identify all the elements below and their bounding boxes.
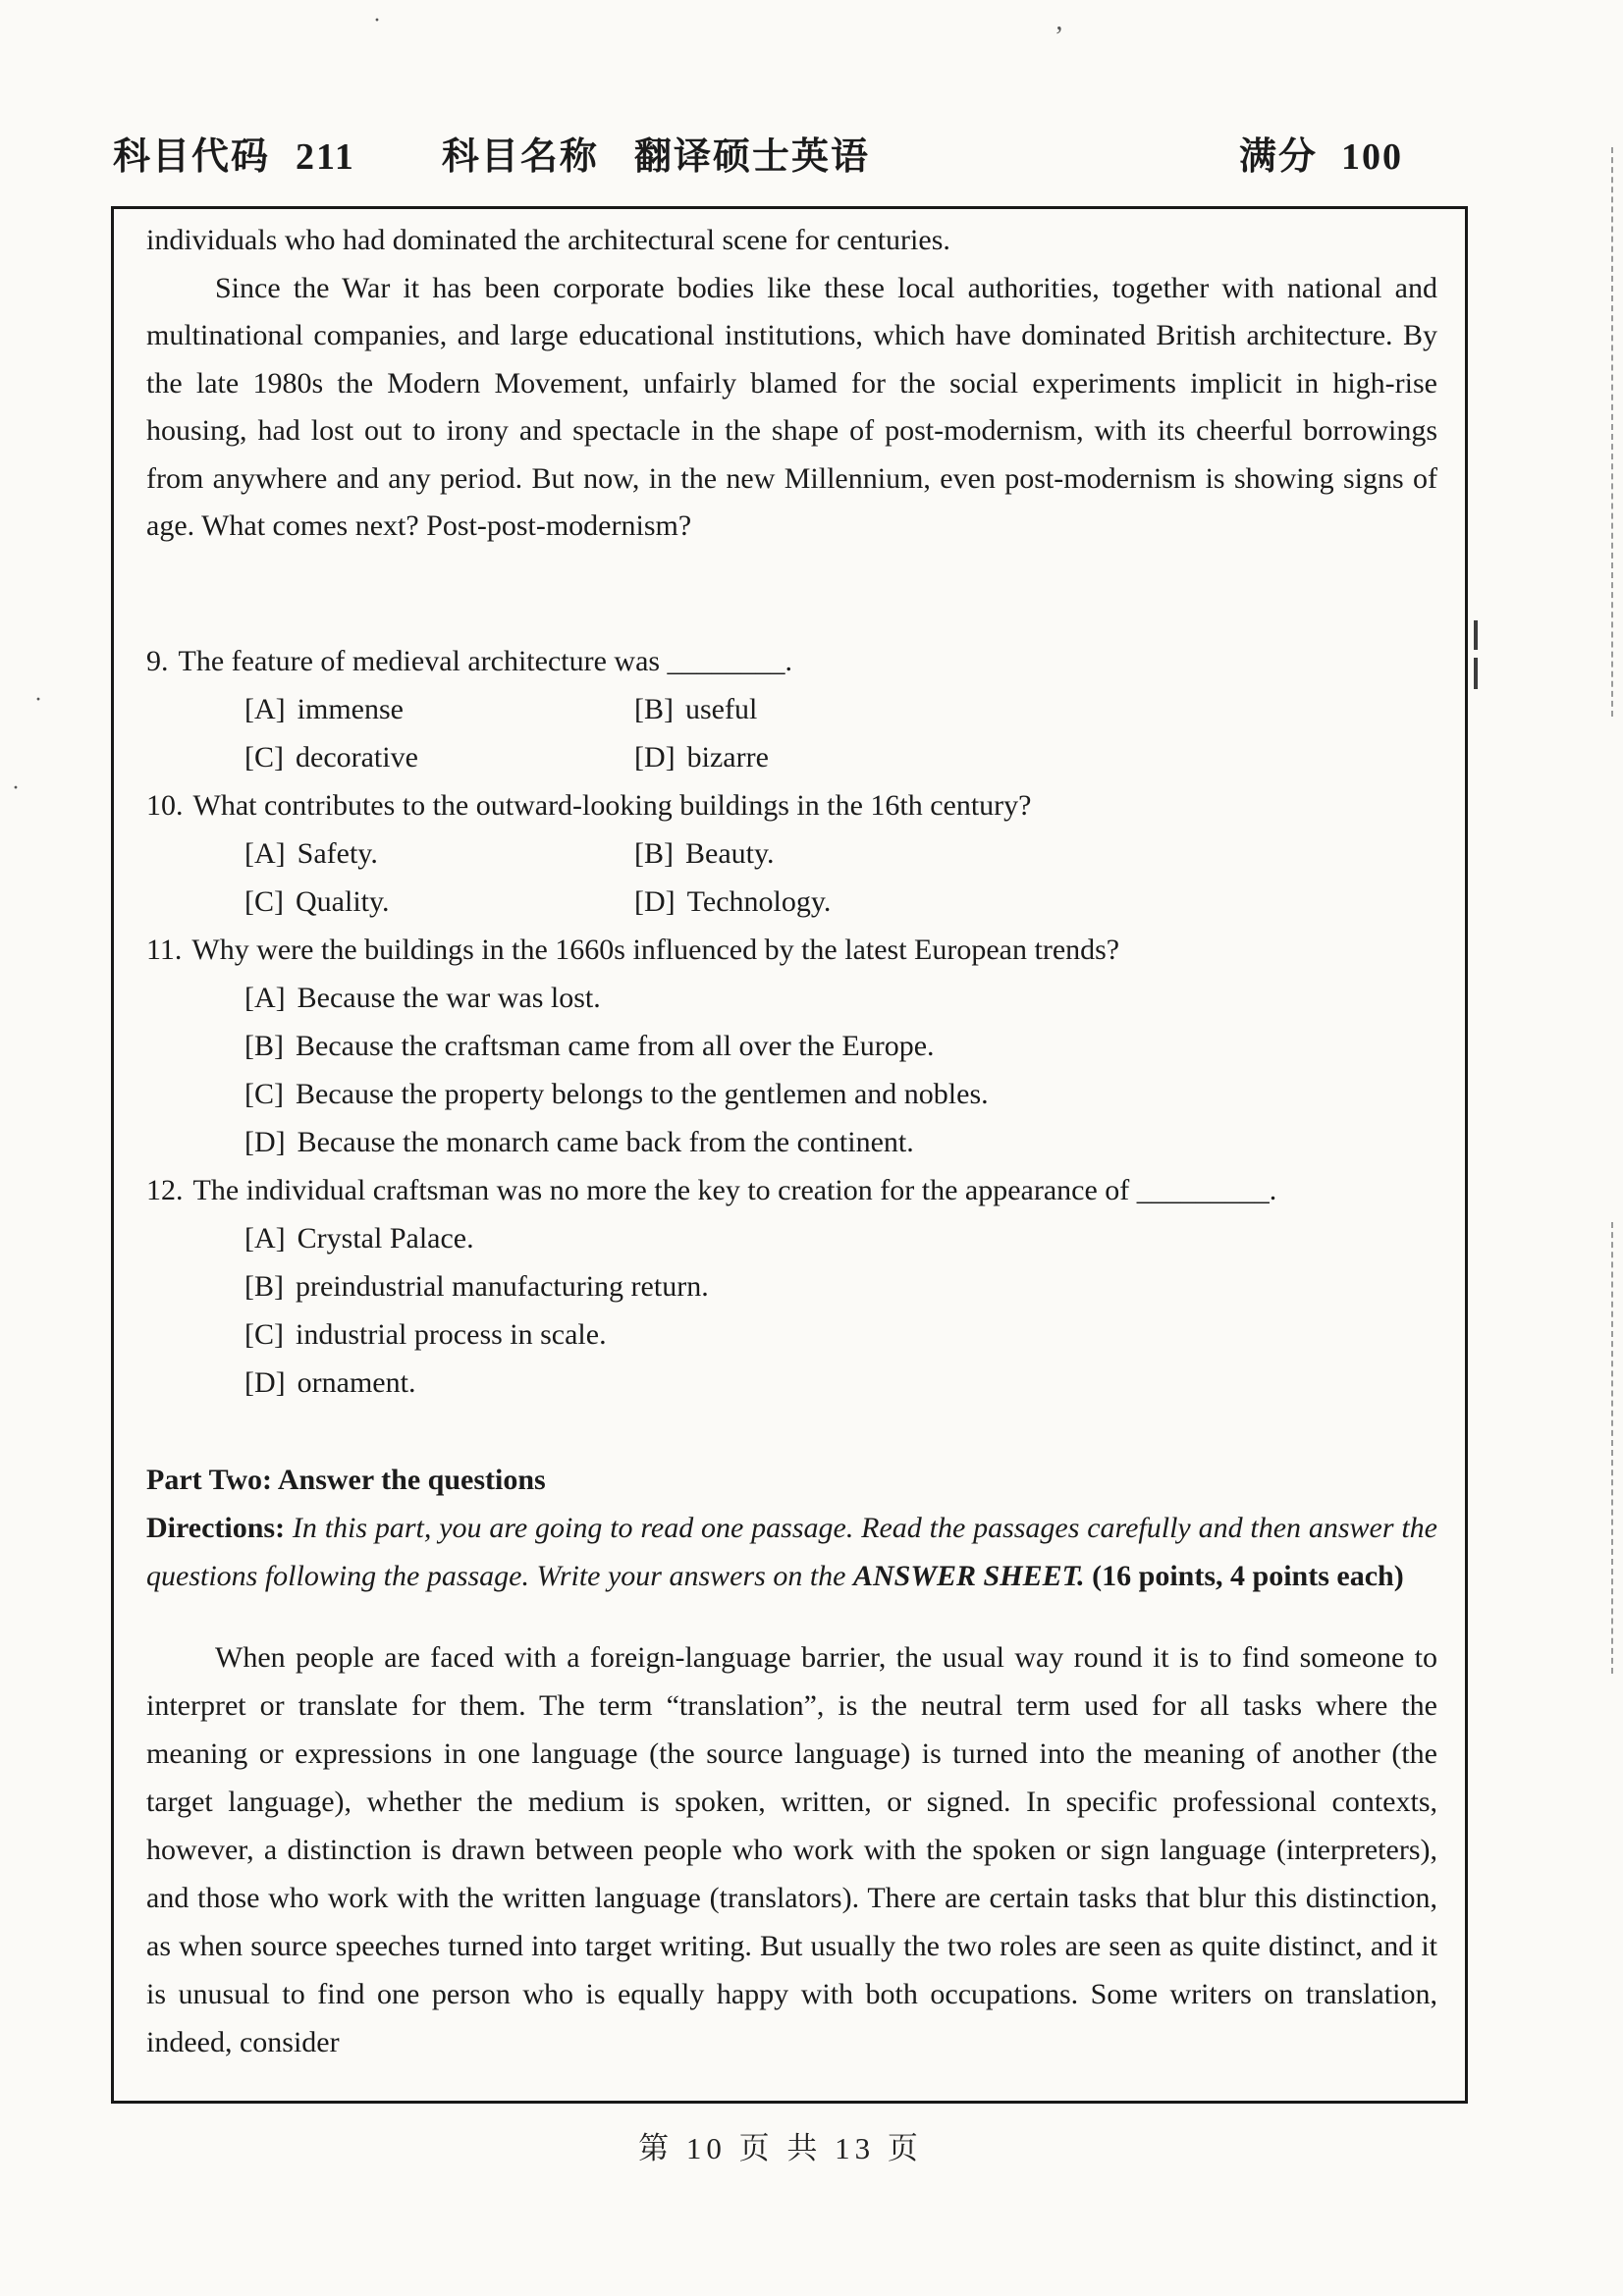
passage1-paragraph: Since the War it has been corporate bodies like these local authorities, together with national and multinational companies, and large educational institutions, which have dominated British architecture. By the late 1980s the Modern Movement, unfairly blamed for the social experiments implicit in high-rise housing, had lost out to irony and spectacle in the shape of post-modernism, with its cheerful borrowings from anywhere and any period. But now, in the new Millennium, even post-modernism is showing signs of age. What comes next? Post-post-modernism? [146, 271, 1437, 542]
question-11-option-c: [C] Because the property belongs to the gentlemen and nobles. [244, 1077, 989, 1110]
question-12-option-b: [B] preindustrial manufacturing return. [244, 1269, 709, 1303]
subject-name-value: 翻译硕士英语 [633, 136, 870, 178]
passage2-paragraph: When people are faced with a foreign-language barrier, the usual way round it is to find someone to interpret or translate for them. The term “translation”, is the neutral term used for all tasks where the meaning or expressions in one language (the source language) is turned into the meaning of another (the target language), whether the medium is spoken, written, or signed. In specific professional contexts, however, a distinction is drawn between people who work with the spoken or sign language (interpreters), and those who work with the written language (translators). There are certain tasks that blur this distinction, as when source speeches turned into target writing. But usually the two roles are seen as quite distinct, and it is unusual to find one person who is equally happy with both occupations. Some writers on translation, indeed, consider [146, 1640, 1437, 2058]
question-9-number: 9. [146, 644, 169, 677]
question-12-text: The individual craftsman was no more the key to creation for the appearance of _________. [192, 1173, 1277, 1206]
scan-artifact-speck: ’ [1055, 22, 1064, 52]
full-score-label: 满分 [1238, 136, 1318, 178]
passage1-continuation-line: individuals who had dominated the architectural scene for centuries. [146, 224, 950, 256]
part-two-directions [146, 1504, 1437, 1600]
part-two-heading: Part Two: Answer the questions [146, 1463, 546, 1496]
scan-artifact-dashed-line [1611, 147, 1613, 717]
question-11-option-a: [A] Because the war was lost. [244, 981, 601, 1014]
question-10-option-c: [C] Quality. [244, 884, 390, 918]
scan-artifact-tick [1474, 620, 1478, 650]
question-10-text: What contributes to the outward-looking buildings in the 16th century? [192, 788, 1032, 822]
question-12-stem [146, 1166, 1437, 1214]
question-12-option-d: [D] ornament. [244, 1365, 416, 1399]
question-9 [146, 637, 1437, 781]
question-9-option-b: [B] useful [634, 692, 758, 725]
points-note: (16 points, 4 points each) [1084, 1559, 1404, 1592]
scan-artifact-speck: · [373, 8, 381, 33]
question-9-options [146, 685, 1437, 781]
question-9-option-c: [C] decorative [244, 740, 418, 774]
question-12-options [146, 1214, 1437, 1407]
question-10-options [146, 829, 1437, 926]
question-11-text: Why were the buildings in the 1660s influenced by the latest European trends? [191, 933, 1120, 966]
header-right [1239, 126, 1403, 180]
question-12 [146, 1166, 1437, 1407]
question-12-option-a: [A] Crystal Palace. [244, 1221, 474, 1255]
page-number-indicator: 第 10 页 共 13 页 [638, 2131, 923, 2165]
subject-code-value: 211 [296, 136, 355, 178]
scan-artifact-tick [1474, 658, 1478, 689]
question-11-options [146, 974, 1437, 1166]
question-11-number: 11. [146, 933, 183, 966]
question-10-number: 10. [146, 788, 184, 822]
question-9-option-d: [D] bizarre [634, 740, 769, 774]
question-9-option-a: [A] immense [244, 692, 404, 725]
subject-name-label: 科目名称 [441, 136, 599, 178]
question-10-stem [146, 781, 1437, 829]
question-10-option-d: [D] Technology. [634, 884, 832, 918]
part-two-section [146, 1456, 1437, 1600]
scan-artifact-speck: · [12, 775, 20, 801]
scan-artifact-dashed-line [1611, 1222, 1613, 1674]
question-11-option-d: [D] Because the monarch came back from the continent. [244, 1125, 914, 1158]
subject-code-label: 科目代码 [113, 136, 271, 178]
scan-artifact-speck: · [34, 687, 42, 713]
question-12-number: 12. [146, 1173, 184, 1206]
question-9-text: The feature of medieval architecture was ________. [178, 644, 793, 677]
question-10-option-b: [B] Beauty. [634, 836, 775, 870]
directions-body: In this part, you are going to read one passage. Read the passages carefully and then answer the questions following the passage. Write your answers on the [146, 1511, 1437, 1592]
question-10 [146, 781, 1437, 926]
header-left [113, 126, 870, 180]
question-11-option-b: [B] Because the craftsman came from all over the Europe. [244, 1029, 935, 1062]
exam-content-box [111, 206, 1468, 2104]
page-header [113, 126, 1403, 180]
question-11 [146, 926, 1437, 1166]
answer-sheet-emphasis: ANSWER SHEET. [853, 1559, 1085, 1592]
multiple-choice-questions [146, 637, 1437, 1407]
question-12-option-c: [C] industrial process in scale. [244, 1317, 607, 1351]
question-11-stem [146, 926, 1437, 974]
directions-label: Directions: [146, 1511, 286, 1544]
question-10-option-a: [A] Safety. [244, 836, 378, 870]
question-9-stem [146, 637, 1437, 685]
full-score-value: 100 [1341, 136, 1403, 178]
